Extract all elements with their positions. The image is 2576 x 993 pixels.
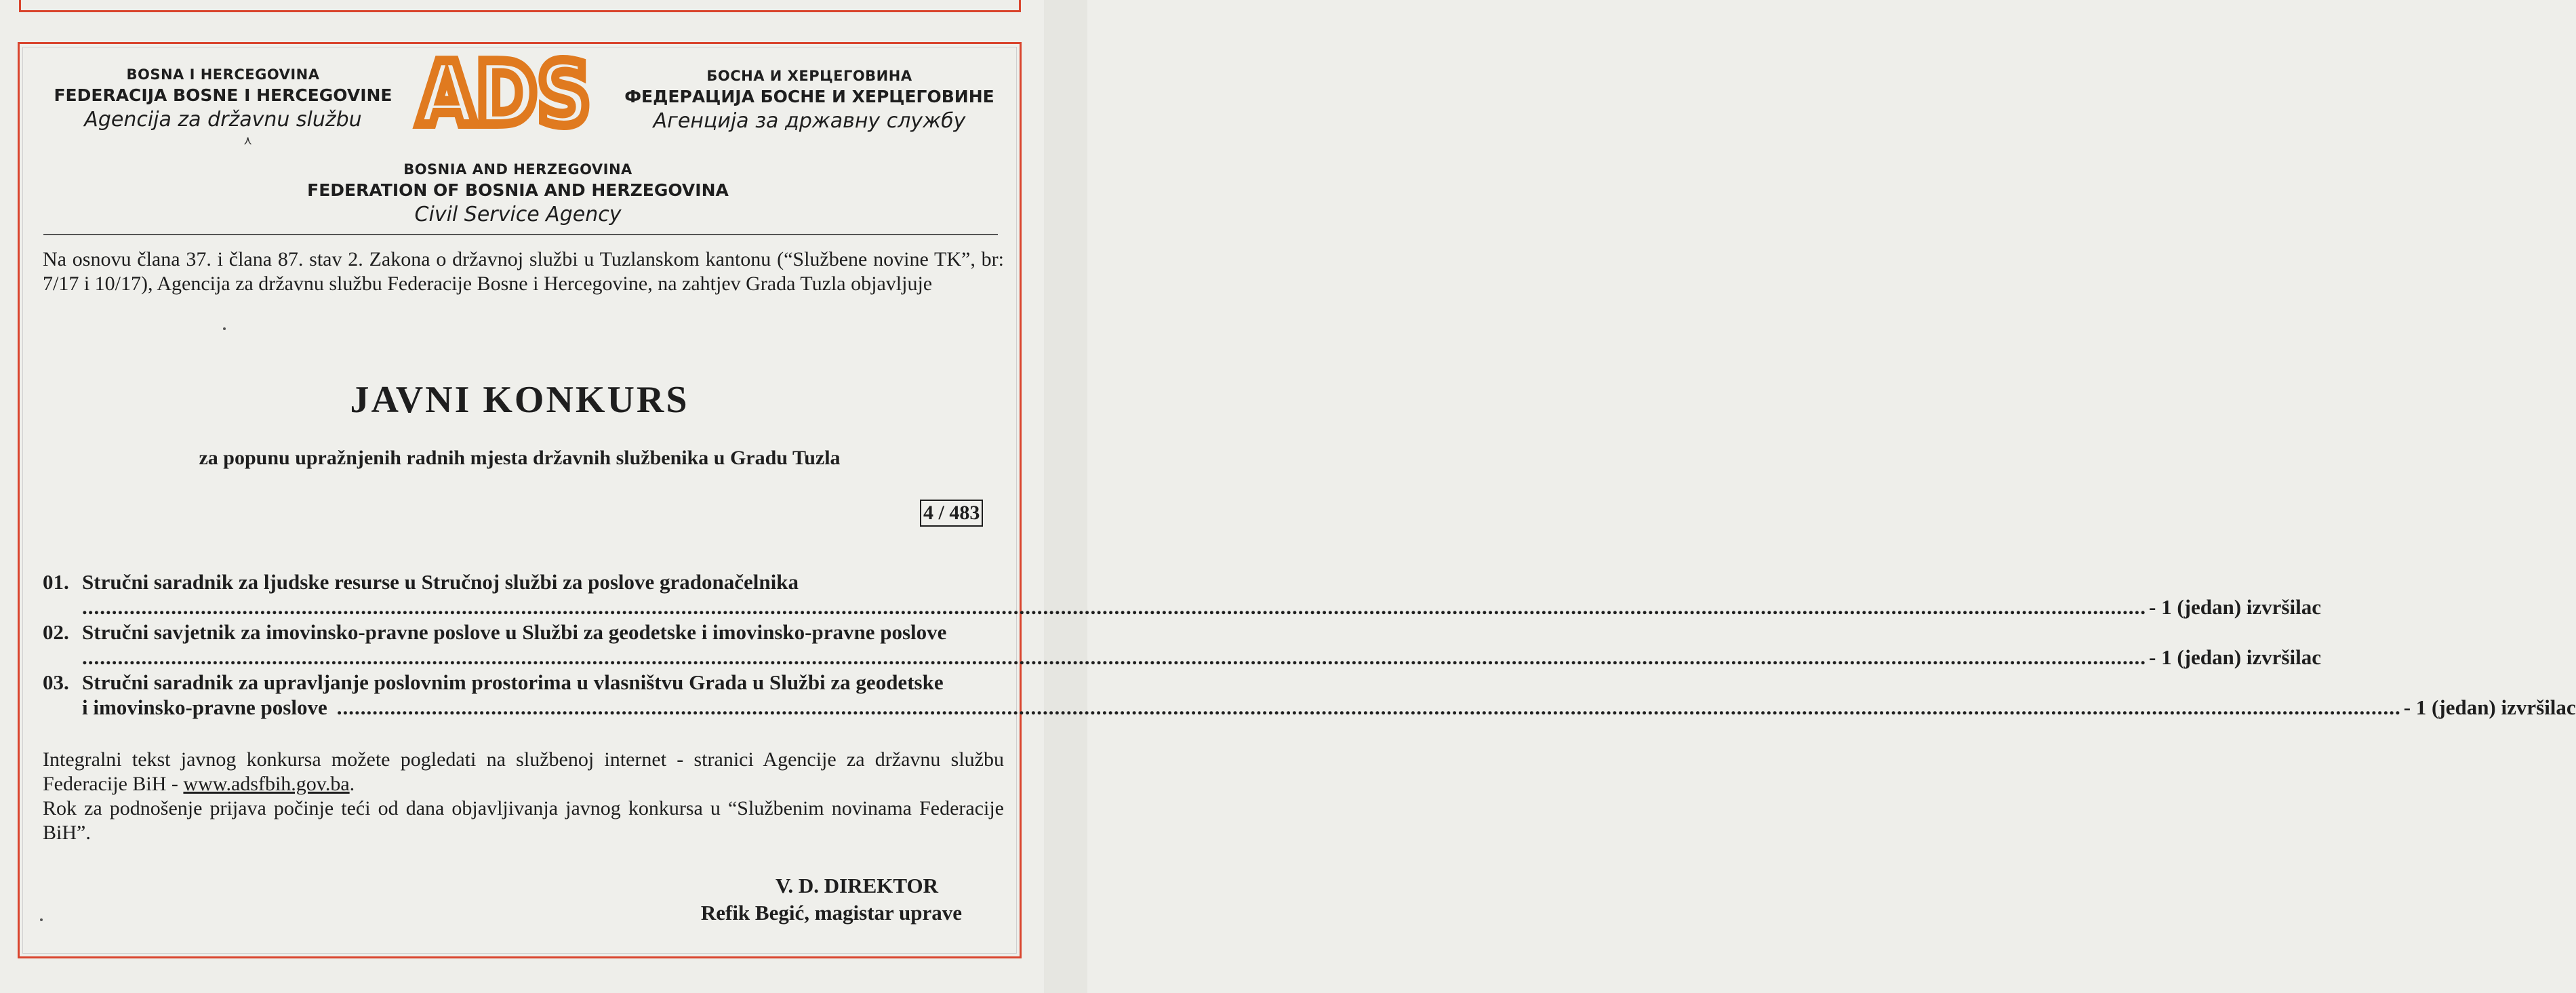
country-name-english: BOSNIA AND HERZEGOVINA bbox=[403, 161, 632, 178]
position-title-continued: i imovinsko-pravne poslove bbox=[82, 695, 327, 719]
position-number: 03. bbox=[43, 670, 69, 694]
dot-leader bbox=[82, 594, 2146, 620]
dot-leader bbox=[82, 645, 2146, 670]
position-title: Stručni saradnik za ljudske resurse u Stručnoj službi za poslove gradonačelnika bbox=[82, 570, 799, 594]
sentence-end: . bbox=[349, 773, 355, 795]
signature-block bbox=[657, 872, 962, 927]
country-name-cyrillic: БОСНА И ХЕРЦЕГОВИНА bbox=[706, 68, 912, 84]
position-item bbox=[43, 620, 2321, 670]
header-english bbox=[277, 159, 759, 228]
header-cyrillic bbox=[616, 66, 1003, 135]
public-notice bbox=[18, 42, 2576, 958]
ads-logo bbox=[413, 44, 596, 145]
header-latin bbox=[40, 64, 406, 134]
page-edge bbox=[1044, 0, 1087, 993]
print-speck bbox=[40, 918, 43, 921]
positions-list bbox=[43, 569, 2576, 720]
print-speck bbox=[223, 327, 226, 330]
position-count-row bbox=[82, 594, 2321, 620]
notice-subtitle: za popunu upražnjenih radnih mjesta državnih službenika u Gradu Tuzla bbox=[199, 447, 841, 469]
position-number: 02. bbox=[43, 620, 69, 644]
position-count: - 1 (jedan) izvršilac bbox=[2149, 645, 2321, 669]
legal-basis-paragraph: Na osnovu člana 37. i člana 87. stav 2. Zakona o državnoj službi u Tuzlanskom kantonu (“Službene novine TK”, br: 7/17 i 10/17), Agencija za državnu službu Federacije Bosne i Hercegovine, na zahtjev Grada Tuzla objavljuje bbox=[43, 248, 1004, 295]
reference-number: 4 / 483 bbox=[920, 500, 983, 527]
position-title: Stručni savjetnik za imovinsko-pravne poslove u Službi za geodetske i imovinsko-pravne poslove bbox=[82, 620, 947, 644]
signatory-name: Refik Begić, magistar uprave bbox=[700, 901, 962, 925]
header-divider bbox=[43, 234, 998, 235]
signatory-role: V. D. DIREKTOR bbox=[775, 874, 939, 897]
agency-name: Agencija za državnu službu bbox=[84, 108, 362, 131]
full-text-paragraph bbox=[43, 748, 1004, 796]
federation-name-cyrillic: ФЕДЕРАЦИЈА БОСНЕ И ХЕРЦЕГОВИНЕ bbox=[624, 87, 994, 106]
position-item bbox=[43, 569, 2321, 620]
position-count: - 1 (jedan) izvršilac bbox=[2149, 595, 2321, 619]
agency-name-english: Civil Service Agency bbox=[414, 203, 622, 226]
country-name: BOSNA I HERCEGOVINA bbox=[126, 66, 320, 83]
pen-mark: ⋏ bbox=[243, 134, 253, 147]
agency-name-cyrillic: Агенција за државну службу bbox=[653, 109, 966, 133]
federation-name: FEDERACIJA BOSNE I HERCEGOVINE bbox=[54, 85, 393, 105]
position-title: Stručni saradnik za upravljanje poslovnim prostorima u vlasništvu Grada u Službi za geodetske bbox=[82, 670, 944, 694]
notice-title: JAVNI KONKURS bbox=[350, 379, 689, 421]
dot-leader bbox=[337, 695, 2401, 720]
full-text-sentence: Integralni tekst javnog konkursa možete pogledati na službenoj internet - stranici Agencije za državnu službu Federacije BiH - bbox=[43, 748, 1004, 795]
ads-logo-text: ADS bbox=[418, 44, 591, 145]
deadline-paragraph: Rok za podnošenje prijava počinje teći od dana objavljivanja javnog konkursa u “Službenim novinama Federacije BiH”. bbox=[43, 797, 1004, 844]
previous-notice-frame bbox=[19, 0, 1021, 12]
position-count-row bbox=[82, 695, 2576, 720]
position-count: - 1 (jedan) izvršilac bbox=[2403, 695, 2576, 719]
position-number: 01. bbox=[43, 570, 69, 594]
position-item bbox=[43, 670, 2576, 720]
closing-text bbox=[43, 748, 1004, 845]
federation-name-english: FEDERATION OF BOSNIA AND HERZEGOVINA bbox=[307, 180, 729, 200]
position-count-row bbox=[82, 645, 2321, 670]
agency-website-link[interactable]: www.adsfbih.gov.ba bbox=[183, 773, 350, 795]
